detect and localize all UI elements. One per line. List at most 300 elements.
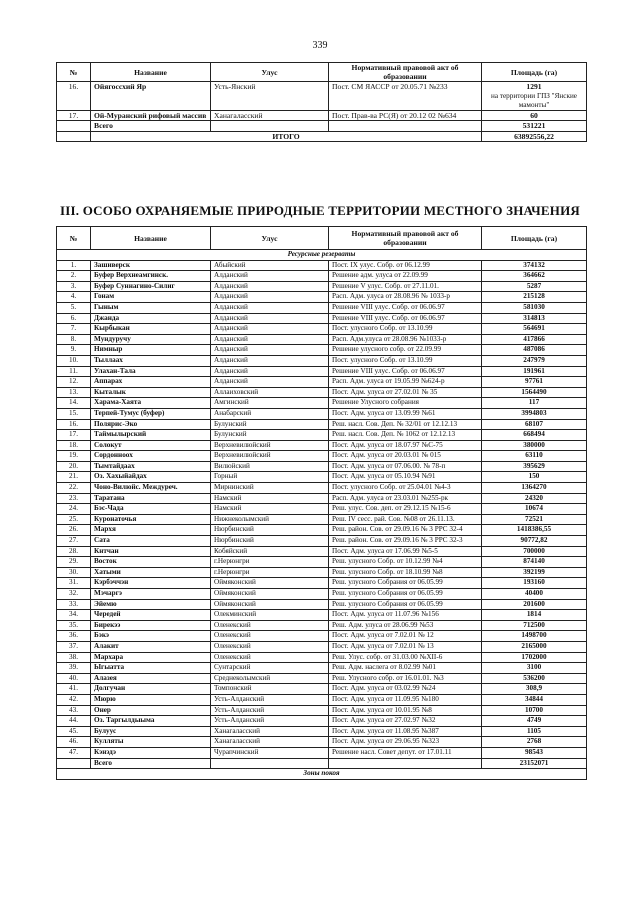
row-district: г.Нерюнгри — [211, 567, 329, 578]
table-row — [57, 398, 587, 409]
row-area: 1814 — [482, 610, 587, 621]
row-district: Алданский — [211, 292, 329, 303]
row-area: 150 — [482, 472, 587, 483]
row-district: Алданский — [211, 377, 329, 388]
row-act: Решение VIII улус. Собр. от 06.06.97 — [329, 366, 482, 377]
table-row — [57, 472, 587, 483]
row-num: 17. — [57, 430, 91, 441]
row-area: 417866 — [482, 334, 587, 345]
row-act: Пост. Адм. улуса от 03.02.99 №24 — [329, 684, 482, 695]
table-row — [57, 355, 587, 366]
row-num: 21. — [57, 472, 91, 483]
row-district: Томпонский — [211, 684, 329, 695]
row-area: 5287 — [482, 281, 587, 292]
table-row — [57, 663, 587, 674]
row-district: Усть-Янский — [211, 82, 329, 111]
row-act: Пост. Прав-ва РС(Я) от 20.12 02 №634 — [329, 110, 482, 121]
row-act: Пост. Адм. улуса от 11.08.95 №387 — [329, 726, 482, 737]
header-num: № — [57, 227, 91, 250]
table-row — [57, 483, 587, 494]
header-name: Название — [91, 63, 211, 82]
row-num: 19. — [57, 451, 91, 462]
row-act: Реш. улусного Собрания от 06.05.99 — [329, 589, 482, 600]
row-act: Реш. район. Сов. от 29.09.16 № 3 РРС 32-3 — [329, 536, 482, 547]
row-area: 536200 — [482, 673, 587, 684]
row-area: 374132 — [482, 260, 587, 271]
row-num: 36. — [57, 631, 91, 642]
row-area: 10674 — [482, 504, 587, 515]
row-name: Мархя — [91, 525, 211, 536]
row-name: Кэрбэччэн — [91, 578, 211, 589]
row-area: 364662 — [482, 271, 587, 282]
row-act: Решение VIII улус. Собр. от 06.06.97 — [329, 313, 482, 324]
row-area: 117 — [482, 398, 587, 409]
row-act: Реш. район. Сов. от 29.09.16 № 3 РРС 32-4 — [329, 525, 482, 536]
row-name: Ойягоссхий Яр — [91, 82, 211, 111]
row-num: 31. — [57, 578, 91, 589]
row-name: Бирекээ — [91, 620, 211, 631]
table-row — [57, 536, 587, 547]
row-district: Амгинский — [211, 398, 329, 409]
row-num: 42. — [57, 694, 91, 705]
total-row — [57, 758, 587, 769]
row-area: 314813 — [482, 313, 587, 324]
table-header-row — [57, 63, 587, 82]
row-name: Кыталык — [91, 387, 211, 398]
row-num: 40. — [57, 673, 91, 684]
row-act: Решение улусного собр. от 22.09.99 — [329, 345, 482, 356]
row-district: Усть-Алданский — [211, 705, 329, 716]
row-act: Пост. Адм. улуса от 11.09.95 №180 — [329, 694, 482, 705]
row-area: 247979 — [482, 355, 587, 366]
table-row — [57, 747, 587, 758]
row-num: 35. — [57, 620, 91, 631]
table-row — [57, 271, 587, 282]
table-row — [57, 440, 587, 451]
table-row — [57, 557, 587, 568]
row-name: Терпей-Тумус (буфер) — [91, 408, 211, 419]
table-row — [57, 631, 587, 642]
row-act: Пост. Адм. улуса от 7.02.01 № 13 — [329, 641, 482, 652]
row-act: Пост. Адм. улуса от 18.07.97 №С-75 — [329, 440, 482, 451]
row-act: Решение Улусного собрания — [329, 398, 482, 409]
row-area: 2165000 — [482, 641, 587, 652]
row-area: 60 — [482, 110, 587, 121]
row-num: 34. — [57, 610, 91, 621]
table-row — [57, 641, 587, 652]
table-row — [57, 419, 587, 430]
row-name: Джанда — [91, 313, 211, 324]
row-act: Пост. Адм. улуса от 17.06.99 №5-5 — [329, 546, 482, 557]
row-area: 700000 — [482, 546, 587, 557]
row-area: 3994803 — [482, 408, 587, 419]
row-district: Кобяйский — [211, 546, 329, 557]
row-district: Алданский — [211, 281, 329, 292]
empty-cell — [211, 121, 329, 132]
row-num: 12. — [57, 377, 91, 388]
row-area: 201600 — [482, 599, 587, 610]
table-row — [57, 504, 587, 515]
row-act: Реш. Улус. собр. от 31.03.00 №XII-6 — [329, 652, 482, 663]
row-num: 18. — [57, 440, 91, 451]
section-title: III. ОСОБО ОХРАНЯЕМЫЕ ПРИРОДНЫЕ ТЕРРИТОРИИ МЕСТНОГО ЗНАЧЕНИЯ — [60, 203, 580, 218]
row-num: 2. — [57, 271, 91, 282]
row-name: Куронаточья — [91, 514, 211, 525]
row-district: Аллаиховский — [211, 387, 329, 398]
row-name: Буфер Верхнеамгинск. — [91, 271, 211, 282]
row-district: Оймяконский — [211, 589, 329, 600]
row-name: Аппарах — [91, 377, 211, 388]
table-row — [57, 514, 587, 525]
row-act: Пост. Адм. улуса от 07.06.00. № 78-п — [329, 461, 482, 472]
header-area: Площадь (га) — [482, 63, 587, 82]
row-name: Оз. Хахыйайдах — [91, 472, 211, 483]
row-district: Ханагаласский — [211, 737, 329, 748]
row-act: Решение V улус. Собр. от 27.11.01. — [329, 281, 482, 292]
row-district: Алданский — [211, 355, 329, 366]
row-area: 40400 — [482, 589, 587, 600]
subsection-label: Ресурсные резерваты — [57, 250, 587, 261]
row-area: 90772,82 — [482, 536, 587, 547]
row-district: Ханагаласский — [211, 726, 329, 737]
row-act: Реш. улус. Сов. деп. от 29.12.15 №15-6 — [329, 504, 482, 515]
row-area: 215128 — [482, 292, 587, 303]
row-num: 38. — [57, 652, 91, 663]
table-row — [57, 599, 587, 610]
row-act: Пост. улусного Собр. от 13.10.99 — [329, 355, 482, 366]
table-row — [57, 302, 587, 313]
row-act: Пост. улусного Собр. от 13.10.99 — [329, 324, 482, 335]
header-num: № — [57, 63, 91, 82]
row-name: Ыгыатта — [91, 663, 211, 674]
total-label: Всего — [91, 121, 211, 132]
table-row — [57, 377, 587, 388]
row-name: Таратана — [91, 493, 211, 504]
row-area: 1364270 — [482, 483, 587, 494]
row-name: Эйемю — [91, 599, 211, 610]
row-name: Долгучан — [91, 684, 211, 695]
table-row — [57, 334, 587, 345]
row-area: 24320 — [482, 493, 587, 504]
row-district: Намский — [211, 493, 329, 504]
row-num: 14. — [57, 398, 91, 409]
table-row — [57, 525, 587, 536]
empty-cell — [57, 758, 91, 769]
row-num: 17. — [57, 110, 91, 121]
table-row — [57, 684, 587, 695]
row-act: Реш. IV сесс. рай. Сов. №08 от 26.11.13. — [329, 514, 482, 525]
row-district: Усть-Алданский — [211, 694, 329, 705]
row-name: Сордонноох — [91, 451, 211, 462]
row-name: Мундуручу — [91, 334, 211, 345]
row-district: Алданский — [211, 366, 329, 377]
row-num: 43. — [57, 705, 91, 716]
row-district: Оленекский — [211, 620, 329, 631]
total-row — [57, 121, 587, 132]
row-district: Среднеколымский — [211, 673, 329, 684]
row-area: 874140 — [482, 557, 587, 568]
row-district: Нюрбинский — [211, 536, 329, 547]
row-num: 15. — [57, 408, 91, 419]
table-row — [57, 620, 587, 631]
row-act: Реш. улусного Собрания от 06.05.99 — [329, 599, 482, 610]
row-name: Харама-Хаята — [91, 398, 211, 409]
row-district: Оленекский — [211, 631, 329, 642]
row-num: 33. — [57, 599, 91, 610]
table-row — [57, 451, 587, 462]
header-act: Нормативный правовой акт об образовании — [329, 63, 482, 82]
row-name: Мэчаргэ — [91, 589, 211, 600]
row-act: Решение VIII улус. Собр. от 06.06.97 — [329, 302, 482, 313]
row-act: Расп. Адм.улуса от 28.08.96 №1033-р — [329, 334, 482, 345]
table-row — [57, 589, 587, 600]
row-num: 5. — [57, 302, 91, 313]
row-name: Таймылырский — [91, 430, 211, 441]
row-district: Нюрбинский — [211, 525, 329, 536]
row-district: Ханагаласский — [211, 110, 329, 121]
row-district: Сунтарский — [211, 663, 329, 674]
table-row — [57, 694, 587, 705]
row-area: 63110 — [482, 451, 587, 462]
row-name: Хатыми — [91, 567, 211, 578]
table-row — [57, 578, 587, 589]
row-num: 13. — [57, 387, 91, 398]
row-area-cell — [482, 82, 587, 111]
regional-table-continuation — [56, 62, 587, 142]
row-num: 11. — [57, 366, 91, 377]
row-area: 380000 — [482, 440, 587, 451]
row-num: 7. — [57, 324, 91, 335]
row-name: Восток — [91, 557, 211, 568]
row-act: Пост. Адм. улуса от 13.09.99 №61 — [329, 408, 482, 419]
row-district: Алданский — [211, 302, 329, 313]
subsection-label: Зоны покоя — [57, 769, 587, 780]
total-value: 531221 — [482, 121, 587, 132]
row-num: 27. — [57, 536, 91, 547]
table-header-row — [57, 227, 587, 250]
row-area: 1291 — [526, 82, 542, 91]
empty-cell — [57, 121, 91, 132]
row-name: Солокут — [91, 440, 211, 451]
row-area: 2768 — [482, 737, 587, 748]
table-row — [57, 387, 587, 398]
grand-total-label: ИТОГО — [91, 131, 482, 142]
row-num: 47. — [57, 747, 91, 758]
row-num: 45. — [57, 726, 91, 737]
row-name: Нимныр — [91, 345, 211, 356]
row-district: Верхневилюйский — [211, 440, 329, 451]
row-area: 668494 — [482, 430, 587, 441]
row-act: Расп. Адм. улуса от 23.03.01 №255-рк — [329, 493, 482, 504]
subsection-row — [57, 769, 587, 780]
row-act: Расп. Адм. улуса от 28.08.96 № 1033-р — [329, 292, 482, 303]
row-act: Пост. Адм. улуса от 20.03.01 № 015 — [329, 451, 482, 462]
row-area: 3100 — [482, 663, 587, 674]
table-row — [57, 292, 587, 303]
header-area: Площадь (га) — [482, 227, 587, 250]
row-name: Тымтайдаах — [91, 461, 211, 472]
row-num: 22. — [57, 483, 91, 494]
row-num: 29. — [57, 557, 91, 568]
row-area: 581030 — [482, 302, 587, 313]
row-num: 1. — [57, 260, 91, 271]
row-district: Анабарский — [211, 408, 329, 419]
table-row — [57, 281, 587, 292]
table-row — [57, 82, 587, 111]
row-district: Алданский — [211, 313, 329, 324]
row-num: 9. — [57, 345, 91, 356]
grand-total-value: 63892556,22 — [482, 131, 587, 142]
row-name: Чередей — [91, 610, 211, 621]
row-district: г.Нерюнгри — [211, 557, 329, 568]
table-row — [57, 546, 587, 557]
row-area: 10700 — [482, 705, 587, 716]
row-district: Булунский — [211, 419, 329, 430]
table-row — [57, 716, 587, 727]
row-num: 46. — [57, 737, 91, 748]
row-area: 1564490 — [482, 387, 587, 398]
row-act: Пост. Адм. улуса от 29.06.95 №323 — [329, 737, 482, 748]
row-act: Пост. Адм. улуса от 7.02.01 № 12 — [329, 631, 482, 642]
row-district: Мирнинский — [211, 483, 329, 494]
row-area: 4749 — [482, 716, 587, 727]
local-protected-areas-table — [56, 226, 587, 780]
table-row — [57, 345, 587, 356]
header-district: Улус — [211, 63, 329, 82]
row-act: Пост. улусного Собр. от 25.04.01 №4-3 — [329, 483, 482, 494]
row-num: 28. — [57, 546, 91, 557]
row-district: Абыйский — [211, 260, 329, 271]
row-area: 395629 — [482, 461, 587, 472]
row-district: Алданский — [211, 345, 329, 356]
row-act: Пост. Адм. улуса от 05.10.94 №91 — [329, 472, 482, 483]
row-area: 1498700 — [482, 631, 587, 642]
row-num: 20. — [57, 461, 91, 472]
table-row — [57, 430, 587, 441]
row-num: 26. — [57, 525, 91, 536]
row-act: Пост. Адм. улуса от 27.02.97 №32 — [329, 716, 482, 727]
row-act: Реш. улусного Собр. от 10.12.99 №4 — [329, 557, 482, 568]
table-row — [57, 673, 587, 684]
total-value: 23152071 — [482, 758, 587, 769]
row-name: Алакит — [91, 641, 211, 652]
row-district: Булунский — [211, 430, 329, 441]
row-act: Пост. Адм. улуса от 10.01.95 №8 — [329, 705, 482, 716]
row-num: 3. — [57, 281, 91, 292]
table-row — [57, 313, 587, 324]
row-act: Расп. Адм. улуса от 19.05.99 №624-р — [329, 377, 482, 388]
row-district: Оймяконский — [211, 578, 329, 589]
row-act: Пост. Адм. улуса от 11.07.96 №156 — [329, 610, 482, 621]
row-name: Улахан-Тала — [91, 366, 211, 377]
row-act: Решение насл. Совет депут. от 17.01.11 — [329, 747, 482, 758]
row-district: Оленекский — [211, 641, 329, 652]
row-name: Ой-Муранский рифовый массив — [91, 110, 211, 121]
row-name: Мюрю — [91, 694, 211, 705]
row-name: Гонам — [91, 292, 211, 303]
table-row — [57, 726, 587, 737]
row-act: Решение адм. улуса от 22.09.99 — [329, 271, 482, 282]
row-act: Реш. Адм. улуса от 28.06.99 №53 — [329, 620, 482, 631]
row-name: Гыным — [91, 302, 211, 313]
row-num: 44. — [57, 716, 91, 727]
row-act: Реш. насл. Сов. Деп. № 32/01 от 12.12.13 — [329, 419, 482, 430]
row-act: Реш. насл. Сов. Деп. № 1062 от 12.12.13 — [329, 430, 482, 441]
row-act: Реш. Адм. наслега от 8.02.99 №01 — [329, 663, 482, 674]
row-name: Зашиверск — [91, 260, 211, 271]
row-name: Буфер Суннагино-Силиг — [91, 281, 211, 292]
table-row — [57, 408, 587, 419]
row-name: Бэс-Чада — [91, 504, 211, 515]
row-num: 4. — [57, 292, 91, 303]
row-name: Кырбыкан — [91, 324, 211, 335]
row-name: Полярис-Эко — [91, 419, 211, 430]
row-num: 23. — [57, 493, 91, 504]
row-district: Алданский — [211, 324, 329, 335]
header-act: Нормативный правовой акт об образовании — [329, 227, 482, 250]
row-district: Чурапчинский — [211, 747, 329, 758]
row-name: Оз. Таргылдыыма — [91, 716, 211, 727]
row-num: 10. — [57, 355, 91, 366]
row-num: 32. — [57, 589, 91, 600]
row-area: 1105 — [482, 726, 587, 737]
row-name: Кэнэдэ — [91, 747, 211, 758]
row-act: Реш. улусного Собрания от 06.05.99 — [329, 578, 482, 589]
row-name: Кнтчан — [91, 546, 211, 557]
row-name: Бэкэ — [91, 631, 211, 642]
row-area-note: на территории ГПЗ "Янские мамонты" — [491, 91, 577, 109]
row-district: Оленекский — [211, 652, 329, 663]
empty-cell — [329, 121, 482, 132]
empty-cell — [211, 758, 329, 769]
row-num: 25. — [57, 514, 91, 525]
table-row — [57, 324, 587, 335]
table-row — [57, 366, 587, 377]
row-name: Онер — [91, 705, 211, 716]
row-district: Алданский — [211, 334, 329, 345]
row-act: Реш. улусного Собр. от 18.10.99 №8 — [329, 567, 482, 578]
row-area: 1702000 — [482, 652, 587, 663]
row-name: Мархара — [91, 652, 211, 663]
row-num: 41. — [57, 684, 91, 695]
row-district: Алданский — [211, 271, 329, 282]
row-area: 98543 — [482, 747, 587, 758]
table-row — [57, 610, 587, 621]
row-name: Алазея — [91, 673, 211, 684]
header-district: Улус — [211, 227, 329, 250]
grand-total-row — [57, 131, 587, 142]
row-num: 24. — [57, 504, 91, 515]
row-district: Олекминский — [211, 610, 329, 621]
row-act: Пост. IX улус. Собр. от 06.12.99 — [329, 260, 482, 271]
row-name: Булуус — [91, 726, 211, 737]
row-num: 30. — [57, 567, 91, 578]
row-area: 487086 — [482, 345, 587, 356]
row-name: Чоно-Вилюйс. Междуреч. — [91, 483, 211, 494]
row-act: Реш. Улусного собр. от 16.01.01. №3 — [329, 673, 482, 684]
table-row — [57, 260, 587, 271]
row-num: 37. — [57, 641, 91, 652]
table-row — [57, 461, 587, 472]
row-num: 6. — [57, 313, 91, 324]
table-row — [57, 110, 587, 121]
row-district: Горный — [211, 472, 329, 483]
row-name: Кулляты — [91, 737, 211, 748]
row-area: 392199 — [482, 567, 587, 578]
header-name: Название — [91, 227, 211, 250]
row-act: Пост. Адм. улуса от 27.02.01 № 35 — [329, 387, 482, 398]
table-row — [57, 737, 587, 748]
